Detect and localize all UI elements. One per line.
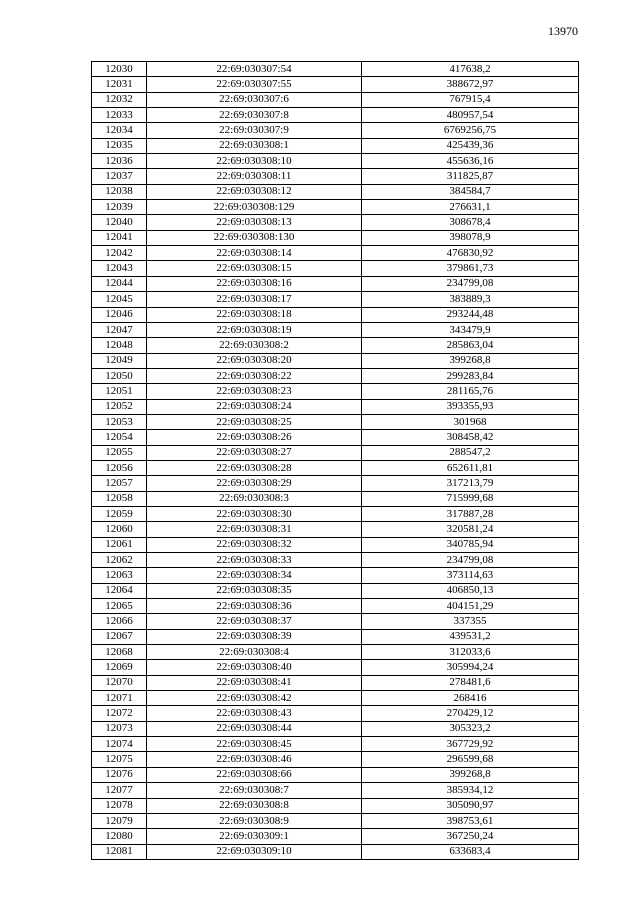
cadastral-number-cell: 22:69:030308:29 <box>147 476 362 491</box>
table-row <box>92 614 579 629</box>
row-number-cell: 12034 <box>92 123 147 138</box>
row-number-cell: 12042 <box>92 246 147 261</box>
cadastral-value-cell: 343479,9 <box>362 322 579 337</box>
cadastral-number-cell: 22:69:030308:28 <box>147 460 362 475</box>
cadastral-number-cell: 22:69:030307:8 <box>147 108 362 123</box>
row-number-cell: 12050 <box>92 368 147 383</box>
cadastral-number-cell: 22:69:030308:10 <box>147 154 362 169</box>
table-row <box>92 629 579 644</box>
cadastral-value-cell: 296599,68 <box>362 752 579 767</box>
row-number-cell: 12056 <box>92 460 147 475</box>
cadastral-value-cell: 308458,42 <box>362 430 579 445</box>
row-number-cell: 12064 <box>92 583 147 598</box>
cadastral-value-cell: 288547,2 <box>362 445 579 460</box>
page-number: 13970 <box>548 24 578 38</box>
cadastral-number-cell: 22:69:030308:37 <box>147 614 362 629</box>
cadastral-number-cell: 22:69:030307:54 <box>147 62 362 77</box>
cadastral-value-cell: 268416 <box>362 691 579 706</box>
row-number-cell: 12037 <box>92 169 147 184</box>
cadastral-value-cell: 398753,61 <box>362 813 579 828</box>
row-number-cell: 12077 <box>92 783 147 798</box>
row-number-cell: 12057 <box>92 476 147 491</box>
row-number-cell: 12060 <box>92 522 147 537</box>
cadastral-number-cell: 22:69:030308:31 <box>147 522 362 537</box>
cadastral-value-cell: 285863,04 <box>362 338 579 353</box>
cadastral-number-cell: 22:69:030308:25 <box>147 414 362 429</box>
cadastral-number-cell: 22:69:030308:46 <box>147 752 362 767</box>
cadastral-value-cell: 317887,28 <box>362 506 579 521</box>
row-number-cell: 12078 <box>92 798 147 813</box>
cadastral-value-cell: 385934,12 <box>362 783 579 798</box>
table-row <box>92 445 579 460</box>
cadastral-value-cell: 404151,29 <box>362 599 579 614</box>
table-row <box>92 414 579 429</box>
table-row <box>92 368 579 383</box>
cadastral-value-cell: 308678,4 <box>362 215 579 230</box>
table-row <box>92 92 579 107</box>
table-row <box>92 62 579 77</box>
cadastral-value-cell: 293244,48 <box>362 307 579 322</box>
table-row <box>92 568 579 583</box>
cadastral-value-cell: 6769256,75 <box>362 123 579 138</box>
cadastral-number-cell: 22:69:030308:3 <box>147 491 362 506</box>
row-number-cell: 12055 <box>92 445 147 460</box>
cadastral-value-cell: 270429,12 <box>362 706 579 721</box>
row-number-cell: 12032 <box>92 92 147 107</box>
cadastral-number-cell: 22:69:030308:45 <box>147 737 362 752</box>
cadastral-value-cell: 276631,1 <box>362 200 579 215</box>
row-number-cell: 12061 <box>92 537 147 552</box>
table-row <box>92 829 579 844</box>
cadastral-value-cell: 234799,08 <box>362 553 579 568</box>
cadastral-value-cell: 388672,97 <box>362 77 579 92</box>
cadastral-value-cell: 305994,24 <box>362 660 579 675</box>
cadastral-number-cell: 22:69:030308:44 <box>147 721 362 736</box>
cadastral-number-cell: 22:69:030308:24 <box>147 399 362 414</box>
row-number-cell: 12068 <box>92 645 147 660</box>
row-number-cell: 12036 <box>92 154 147 169</box>
table-row <box>92 537 579 552</box>
cadastral-value-cell: 652611,81 <box>362 460 579 475</box>
table-row <box>92 844 579 859</box>
cadastral-value-cell: 476830,92 <box>362 246 579 261</box>
table-row <box>92 230 579 245</box>
cadastral-number-cell: 22:69:030308:4 <box>147 645 362 660</box>
row-number-cell: 12040 <box>92 215 147 230</box>
cadastral-number-cell: 22:69:030308:8 <box>147 798 362 813</box>
table-row <box>92 384 579 399</box>
cadastral-number-cell: 22:69:030308:12 <box>147 184 362 199</box>
row-number-cell: 12046 <box>92 307 147 322</box>
row-number-cell: 12073 <box>92 721 147 736</box>
row-number-cell: 12038 <box>92 184 147 199</box>
row-number-cell: 12069 <box>92 660 147 675</box>
cadastral-number-cell: 22:69:030309:10 <box>147 844 362 859</box>
table-row <box>92 353 579 368</box>
row-number-cell: 12043 <box>92 261 147 276</box>
cadastral-number-cell: 22:69:030308:11 <box>147 169 362 184</box>
cadastral-value-cell: 234799,08 <box>362 276 579 291</box>
cadastral-value-cell: 480957,54 <box>362 108 579 123</box>
cadastral-number-cell: 22:69:030308:1 <box>147 138 362 153</box>
cadastral-value-cell: 417638,2 <box>362 62 579 77</box>
row-number-cell: 12074 <box>92 737 147 752</box>
cadastral-number-cell: 22:69:030309:1 <box>147 829 362 844</box>
table-row <box>92 246 579 261</box>
row-number-cell: 12049 <box>92 353 147 368</box>
row-number-cell: 12051 <box>92 384 147 399</box>
cadastral-number-cell: 22:69:030308:27 <box>147 445 362 460</box>
cadastral-number-cell: 22:69:030308:66 <box>147 767 362 782</box>
cadastral-number-cell: 22:69:030308:40 <box>147 660 362 675</box>
cadastral-value-cell: 367729,92 <box>362 737 579 752</box>
row-number-cell: 12079 <box>92 813 147 828</box>
cadastral-value-cell: 399268,8 <box>362 767 579 782</box>
row-number-cell: 12058 <box>92 491 147 506</box>
table-row <box>92 138 579 153</box>
cadastral-value-cell: 425439,36 <box>362 138 579 153</box>
table-row <box>92 123 579 138</box>
cadastral-number-cell: 22:69:030308:7 <box>147 783 362 798</box>
cadastral-value-cell: 715999,68 <box>362 491 579 506</box>
table-row <box>92 322 579 337</box>
cadastral-value-cell: 299283,84 <box>362 368 579 383</box>
cadastral-value-cell: 398078,9 <box>362 230 579 245</box>
table-row <box>92 154 579 169</box>
row-number-cell: 12070 <box>92 675 147 690</box>
row-number-cell: 12059 <box>92 506 147 521</box>
table-row <box>92 276 579 291</box>
table-row <box>92 583 579 598</box>
cadastral-value-cell: 384584,7 <box>362 184 579 199</box>
cadastral-number-cell: 22:69:030308:17 <box>147 292 362 307</box>
cadastral-value-cell: 439531,2 <box>362 629 579 644</box>
table-row <box>92 706 579 721</box>
table-row <box>92 261 579 276</box>
cadastral-number-cell: 22:69:030308:130 <box>147 230 362 245</box>
row-number-cell: 12031 <box>92 77 147 92</box>
cadastral-number-cell: 22:69:030308:41 <box>147 675 362 690</box>
table-row <box>92 184 579 199</box>
cadastral-number-cell: 22:69:030307:55 <box>147 77 362 92</box>
cadastral-number-cell: 22:69:030308:42 <box>147 691 362 706</box>
row-number-cell: 12067 <box>92 629 147 644</box>
row-number-cell: 12041 <box>92 230 147 245</box>
row-number-cell: 12075 <box>92 752 147 767</box>
table-row <box>92 476 579 491</box>
table-body <box>92 62 579 860</box>
table-row <box>92 307 579 322</box>
row-number-cell: 12062 <box>92 553 147 568</box>
cadastral-number-cell: 22:69:030308:35 <box>147 583 362 598</box>
table-row <box>92 491 579 506</box>
cadastral-number-cell: 22:69:030308:18 <box>147 307 362 322</box>
cadastral-value-cell: 379861,73 <box>362 261 579 276</box>
cadastral-number-cell: 22:69:030308:32 <box>147 537 362 552</box>
table-row <box>92 460 579 475</box>
cadastral-number-cell: 22:69:030308:43 <box>147 706 362 721</box>
cadastral-value-cell: 383889,3 <box>362 292 579 307</box>
row-number-cell: 12063 <box>92 568 147 583</box>
table-row <box>92 430 579 445</box>
cadastral-number-cell: 22:69:030308:13 <box>147 215 362 230</box>
cadastral-number-cell: 22:69:030308:23 <box>147 384 362 399</box>
cadastral-value-cell: 317213,79 <box>362 476 579 491</box>
table-row <box>92 737 579 752</box>
cadastral-value-cell: 373114,63 <box>362 568 579 583</box>
cadastral-number-cell: 22:69:030308:129 <box>147 200 362 215</box>
table-row <box>92 553 579 568</box>
row-number-cell: 12053 <box>92 414 147 429</box>
cadastral-value-table <box>91 61 579 860</box>
cadastral-number-cell: 22:69:030308:26 <box>147 430 362 445</box>
table-row <box>92 721 579 736</box>
row-number-cell: 12065 <box>92 599 147 614</box>
cadastral-value-cell: 767915,4 <box>362 92 579 107</box>
table-row <box>92 200 579 215</box>
row-number-cell: 12080 <box>92 829 147 844</box>
cadastral-value-cell: 393355,93 <box>362 399 579 414</box>
table-row <box>92 752 579 767</box>
cadastral-number-cell: 22:69:030308:34 <box>147 568 362 583</box>
row-number-cell: 12072 <box>92 706 147 721</box>
table-row <box>92 338 579 353</box>
cadastral-value-cell: 278481,6 <box>362 675 579 690</box>
cadastral-number-cell: 22:69:030307:6 <box>147 92 362 107</box>
cadastral-number-cell: 22:69:030308:16 <box>147 276 362 291</box>
cadastral-value-cell: 455636,16 <box>362 154 579 169</box>
table-row <box>92 599 579 614</box>
cadastral-value-cell: 399268,8 <box>362 353 579 368</box>
cadastral-number-cell: 22:69:030308:30 <box>147 506 362 521</box>
cadastral-value-cell: 305090,97 <box>362 798 579 813</box>
cadastral-value-cell: 633683,4 <box>362 844 579 859</box>
cadastral-number-cell: 22:69:030308:39 <box>147 629 362 644</box>
cadastral-value-cell: 301968 <box>362 414 579 429</box>
cadastral-value-cell: 320581,24 <box>362 522 579 537</box>
cadastral-number-cell: 22:69:030308:19 <box>147 322 362 337</box>
table-row <box>92 108 579 123</box>
cadastral-value-cell: 406850,13 <box>362 583 579 598</box>
row-number-cell: 12052 <box>92 399 147 414</box>
row-number-cell: 12039 <box>92 200 147 215</box>
cadastral-number-cell: 22:69:030308:9 <box>147 813 362 828</box>
table-row <box>92 77 579 92</box>
row-number-cell: 12048 <box>92 338 147 353</box>
table-row <box>92 813 579 828</box>
row-number-cell: 12081 <box>92 844 147 859</box>
table-row <box>92 783 579 798</box>
row-number-cell: 12076 <box>92 767 147 782</box>
table-row <box>92 399 579 414</box>
cadastral-number-cell: 22:69:030308:33 <box>147 553 362 568</box>
cadastral-value-cell: 305323,2 <box>362 721 579 736</box>
table-row <box>92 522 579 537</box>
cadastral-value-cell: 367250,24 <box>362 829 579 844</box>
row-number-cell: 12035 <box>92 138 147 153</box>
cadastral-number-cell: 22:69:030308:36 <box>147 599 362 614</box>
row-number-cell: 12045 <box>92 292 147 307</box>
table-row <box>92 691 579 706</box>
row-number-cell: 12047 <box>92 322 147 337</box>
cadastral-value-cell: 337355 <box>362 614 579 629</box>
cadastral-value-cell: 281165,76 <box>362 384 579 399</box>
table-row <box>92 660 579 675</box>
table-row <box>92 506 579 521</box>
cadastral-number-cell: 22:69:030308:15 <box>147 261 362 276</box>
row-number-cell: 12033 <box>92 108 147 123</box>
table-row <box>92 767 579 782</box>
table-row <box>92 169 579 184</box>
cadastral-number-cell: 22:69:030308:20 <box>147 353 362 368</box>
cadastral-number-cell: 22:69:030307:9 <box>147 123 362 138</box>
table-row <box>92 215 579 230</box>
row-number-cell: 12044 <box>92 276 147 291</box>
row-number-cell: 12071 <box>92 691 147 706</box>
row-number-cell: 12030 <box>92 62 147 77</box>
cadastral-value-cell: 340785,94 <box>362 537 579 552</box>
table-row <box>92 798 579 813</box>
table-row <box>92 675 579 690</box>
cadastral-value-cell: 312033,6 <box>362 645 579 660</box>
table-row <box>92 645 579 660</box>
cadastral-number-cell: 22:69:030308:14 <box>147 246 362 261</box>
cadastral-number-cell: 22:69:030308:22 <box>147 368 362 383</box>
table-row <box>92 292 579 307</box>
cadastral-number-cell: 22:69:030308:2 <box>147 338 362 353</box>
row-number-cell: 12054 <box>92 430 147 445</box>
cadastral-value-cell: 311825,87 <box>362 169 579 184</box>
row-number-cell: 12066 <box>92 614 147 629</box>
